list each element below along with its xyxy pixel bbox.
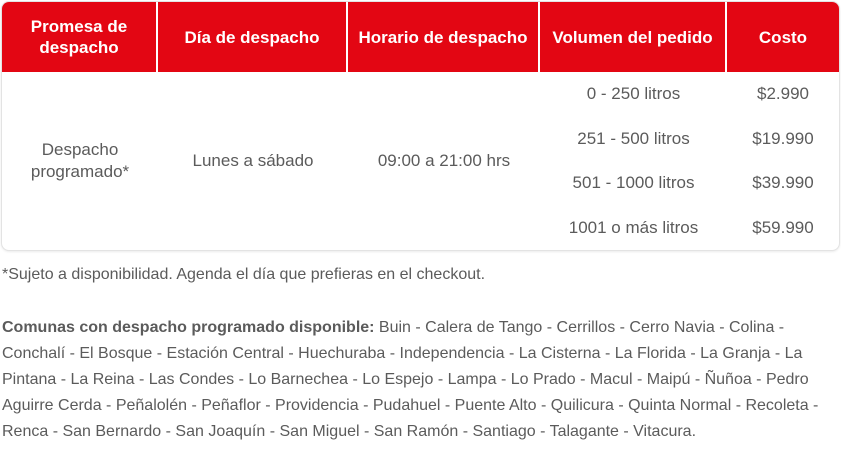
table-row: [2, 72, 839, 250]
comunas-label: Comunas con despacho programado disponible:: [2, 319, 375, 336]
cell-costo: [727, 72, 839, 250]
volumen-tier-2: 251 - 500 litros: [577, 128, 690, 148]
shipping-table: [1, 1, 840, 251]
volumen-tier-1: 0 - 250 litros: [586, 84, 681, 104]
cell-horario: 09:00 a 21:00 hrs: [377, 151, 511, 170]
volumen-tier-4: 1001 o más litros: [568, 217, 699, 237]
costo-tier-2: $19.990: [752, 128, 814, 148]
comunas-paragraph: [2, 315, 832, 445]
availability-note: *Sujeto a disponibilidad. Agenda el día que prefieras en el checkout.: [2, 266, 486, 283]
costo-tier-1: $2.990: [757, 84, 809, 104]
costo-tier-4: $59.990: [752, 217, 814, 237]
header-volumen: Volumen del pedido: [540, 2, 727, 72]
header-promesa: Promesa de despacho: [2, 2, 158, 72]
header-costo: Costo: [758, 27, 808, 47]
volumen-tier-3: 501 - 1000 litros: [572, 173, 695, 193]
cell-volumen: [540, 72, 727, 250]
comunas-list: Buin - Calera de Tango - Cerrillos - Cerro Navia - Colina - Conchalí - El Bosque - Estación Central - Huechuraba - Independencia - La Cisterna - La Florida - La Granja - La Pintana - La Reina - Las Condes - Lo Barnechea - Lo Espejo - Lampa - Lo Prado - Macul - Maipú - Ñuñoa - Pedro Aguirre Cerda - Peñalolén - Peñaflor - Providencia - Pudahuel - Puente Alto - Quilicura - Quinta Normal - Recoleta - Renca - San Bernardo - San Joaquín - San Miguel - San Ramón - Santiago - Talagante - Vitacura.: [2, 319, 819, 440]
cell-promesa: [2, 72, 158, 250]
table-header: [2, 2, 839, 72]
costo-tier-3: $39.990: [752, 173, 814, 193]
header-horario: Horario de despacho: [348, 2, 540, 72]
header-dia: Día de despacho: [158, 2, 348, 72]
promesa-text: Despacho programado*: [30, 140, 130, 181]
cell-dia: Lunes a sábado: [192, 151, 314, 170]
